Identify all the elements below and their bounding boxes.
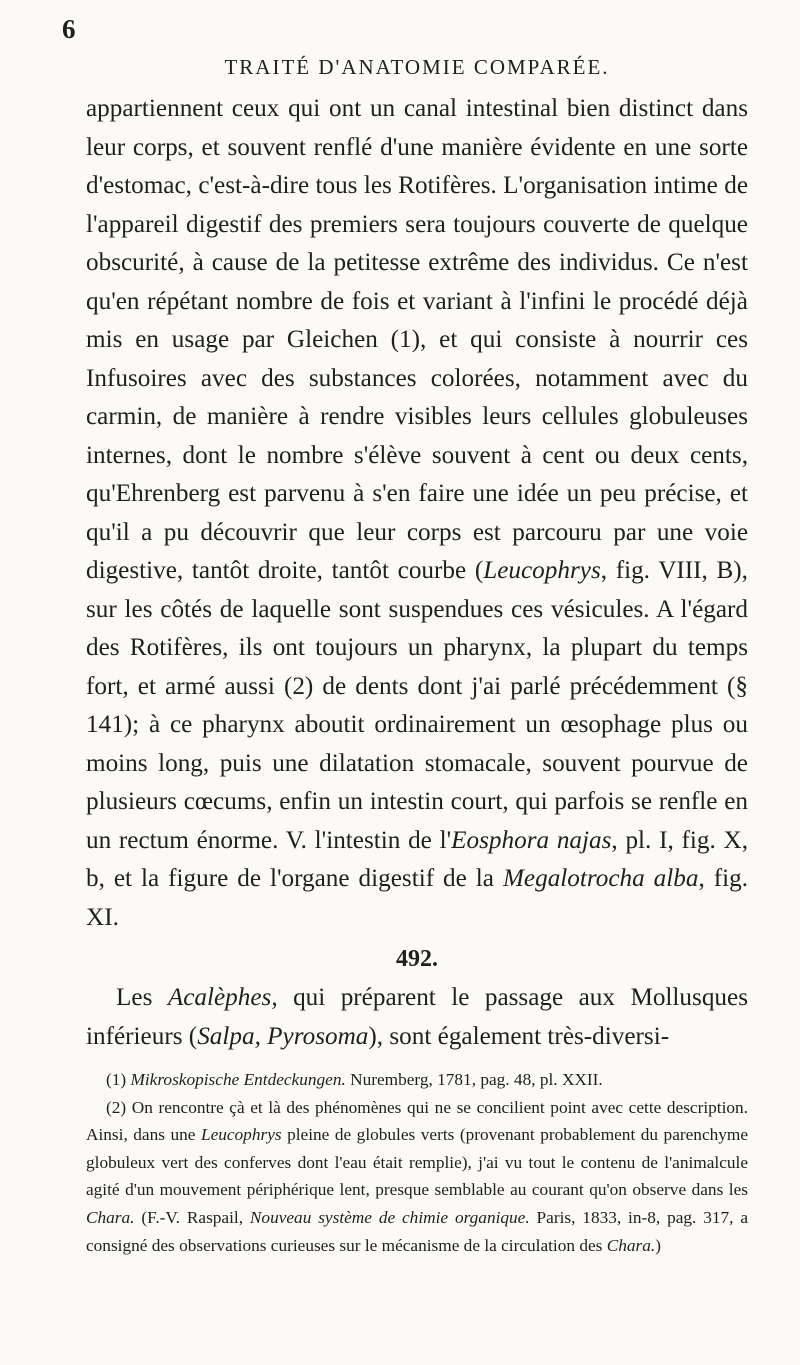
paragraph <box>86 979 748 1056</box>
book-title: Mikroskopische Entdeckungen. <box>130 1070 346 1089</box>
paragraph <box>86 90 748 937</box>
text-segment: , pl. I, fig. X, b, et la figure de l'organe digestif de la <box>86 826 748 892</box>
text-segment: ) <box>655 1235 661 1255</box>
text-segment: Paris, 1833, in-8, pag. 317, a consigné des observations curieuses sur le mécanisme de la circulation des <box>86 1207 749 1255</box>
text-segment: appartiennent ceux qui ont un canal intestinal bien distinct dans leur corps, et souvent renflé d'une manière évidente en une sorte d'estomac, c'est-à-dire tous les Rotifères. L'organisation intime de l'appareil digestif des premiers sera toujours couverte de quelque obscurité, à cause de la petitesse extrême des individus. Ce n'est qu'en répétant nombre de fois et variant à l'infini le procédé déjà mis en usage par Gleichen (1), et qui consiste à nourrir ces Infusoires avec des substances colorées, notamment avec du carmin, de manière à rendre visibles leurs cellules globuleuses internes, dont le nombre s'élève souvent à cent ou deux cents, qu'Ehrenberg est parvenu à s'en faire une idée un peu précise, et qu'il a pu découvrir que leur corps est parcouru par une voie digestive, tantôt droite, tantôt courbe ( <box>86 95 748 584</box>
species-name: Leucophrys <box>200 1125 282 1145</box>
section-number: 492. <box>396 946 438 972</box>
text-segment: qui préparent le passage aux Mollusques inférieurs ( <box>86 984 748 1050</box>
text-segment: (F.-V. Raspail, <box>134 1207 250 1227</box>
text-segment: (1) <box>106 1070 131 1089</box>
taxon-name: Salpa, Pyrosoma <box>197 1022 369 1050</box>
text-segment: Nuremberg, 1781, pag. 48, pl. XXII. <box>345 1070 603 1089</box>
footnote-2 <box>86 1094 748 1260</box>
text-segment: , fig. VIII, B), sur les côtés de laquelle sont suspendues ces vésicules. A l'égard des Rotifères, ils ont toujours un pharynx, la plupart du temps fort, et armé aussi (2) de dents dont j'ai parlé précédemment (§ 141); à ce pharynx aboutit ordinairement un œsophage plus ou moins long, puis une dilatation stomacale, souvent pourvue de plusieurs cœcums, enfin un intestin court, qui parfois se renfle en un rectum énorme. V. l'intestin de l' <box>86 557 748 854</box>
footnote-1 <box>86 1066 748 1094</box>
page-number: 6 <box>62 14 76 44</box>
text-segment: Les <box>116 984 168 1011</box>
running-title: TRAITÉ D'ANATOMIE COMPARÉE. <box>224 55 610 79</box>
text-segment: pleine de globules verts (provenant probablement du parenchyme globuleux vert des conferves dont l'eau était remplie), j'ai vu tout le contenu de l'animalcule agité d'un mouvement périphérique lent, presque semblable au courant qu'on observe dans les <box>86 1125 749 1200</box>
book-title: Nouveau système de chimie organique. <box>249 1207 530 1227</box>
species-name: Eosphora najas <box>451 826 612 854</box>
text-segment: , fig. XI. <box>86 865 748 931</box>
footnotes <box>86 1066 748 1259</box>
text-segment: (2) On rencontre çà et là des phénomènes qui ne se concilient point avec cette description. Ainsi, dans une <box>86 1097 748 1145</box>
species-name: Chara. <box>606 1235 656 1255</box>
page-header <box>62 10 748 90</box>
species-name: Chara. <box>86 1207 135 1227</box>
body-text <box>86 90 748 1056</box>
species-name: Megalotrocha alba <box>502 865 699 892</box>
species-name: Leucophrys <box>483 557 601 584</box>
taxon-name: Acalèphes, <box>167 984 278 1011</box>
text-segment: ), sont également très-diversi- <box>368 1022 670 1050</box>
